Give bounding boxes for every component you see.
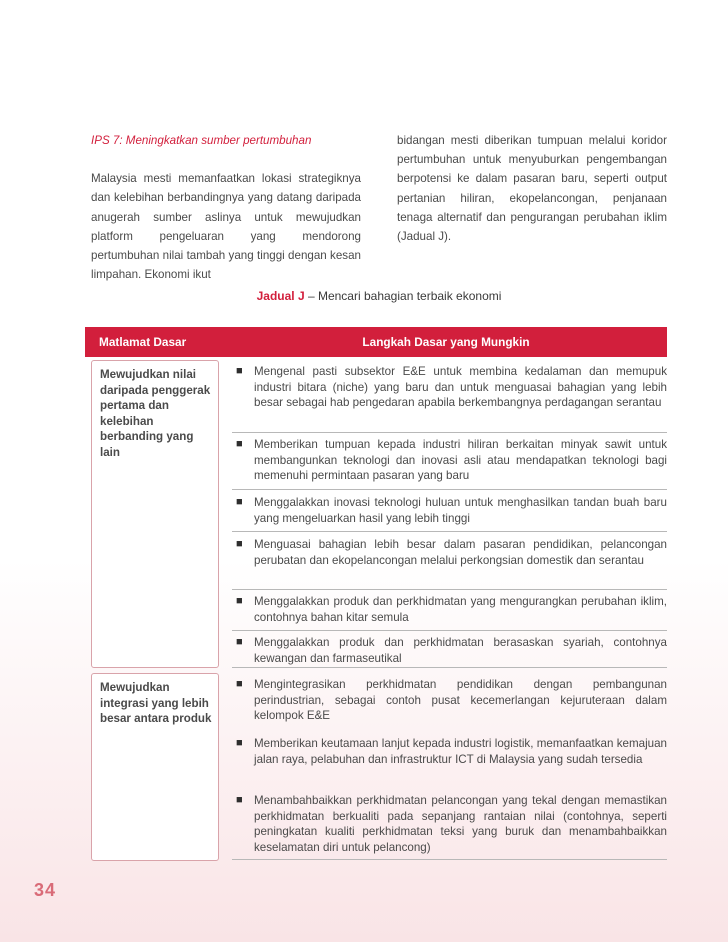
policy-step-text: Menguasai bahagian lebih besar dalam pasaran pendidikan, pelancongan perubatan dan ekopelancongan melalui perkongsian domestik dan serantau	[254, 538, 667, 567]
intro-paragraph-right: bidangan mesti diberikan tumpuan melalui koridor pertumbuhan untuk menyuburkan pengembangan berpotensi ke dalam pasaran baru, seperti output pertanian hiliran, ekopelancongan, penjanaan tenaga alternatif dan pengurangan perubahan iklim (Jadual J).	[397, 134, 667, 244]
intro-right-column	[397, 131, 667, 246]
policy-step-text: Menambahbaikkan perkhidmatan pelancongan yang tekal dengan memastikan perkhidmatan berkualiti pada sepanjang rantaian nilai (contohnya, seperti peningkatan kualiti perkhidmatan teksi yang buruk dan menambahbaikkan keselamatan diri untuk pelancong)	[254, 794, 667, 854]
policy-step-item	[232, 736, 667, 788]
square-bullet-icon: ■	[236, 737, 243, 749]
policy-step-item	[232, 364, 667, 433]
square-bullet-icon: ■	[236, 636, 243, 648]
square-bullet-icon: ■	[236, 496, 243, 508]
policy-step-item	[232, 437, 667, 490]
square-bullet-icon: ■	[236, 794, 243, 806]
policy-goal-label: Mewujudkan integrasi yang lebih besar antara produk	[100, 681, 212, 726]
policy-step-text: Mengintegrasikan perkhidmatan pendidikan dengan pembangunan perindustrian, sebagai contoh pusat kecemerlangan kejuruteraan dalam kelompok E&E	[254, 678, 667, 723]
policy-goal-label: Mewujudkan nilai daripada penggerak pertama dan kelebihan berbanding yang lain	[100, 368, 211, 459]
policy-step-item	[232, 495, 667, 532]
square-bullet-icon: ■	[236, 538, 243, 550]
intro-left-column	[91, 131, 361, 284]
policy-goal-cell	[91, 360, 219, 668]
policy-goal-cell	[91, 673, 219, 861]
table-caption	[91, 289, 667, 303]
policy-step-text: Menggalakkan produk dan perkhidmatan yang mengurangkan perubahan iklim, contohnya bahan kitar semula	[254, 595, 667, 624]
policy-step-item	[232, 677, 667, 729]
policy-step-item	[232, 594, 667, 631]
table-header-goal: Matlamat Dasar	[99, 335, 187, 349]
policy-step-item	[232, 635, 667, 668]
policy-step-text: Mengenal pasti subsektor E&E untuk membina kedalaman dan memupuk industri bitara (niche) yang baru dan untuk menguasai bahagian yang lebih besar sebagai hab pengedaran apabila berkembangnya perdagangan serantau	[254, 365, 667, 410]
ips-heading: IPS 7: Meningkatkan sumber pertumbuhan	[91, 134, 312, 147]
policy-step-item	[232, 537, 667, 590]
policy-step-text: Menggalakkan inovasi teknologi huluan untuk menghasilkan tandan buah baru yang mengeluarkan hasil yang lebih tinggi	[254, 496, 667, 525]
table-caption-text: – Mencari bahagian terbaik ekonomi	[304, 289, 502, 303]
policy-step-item	[232, 793, 667, 860]
table-header-steps: Langkah Dasar yang Mungkin	[362, 335, 530, 349]
square-bullet-icon: ■	[236, 595, 243, 607]
table-header	[85, 327, 667, 357]
policy-step-text: Memberikan tumpuan kepada industri hiliran berkaitan minyak sawit untuk membangunkan teknologi dan inovasi asli atau mendapatkan teknologi bagi memenuhi permintaan pasaran yang baru	[254, 438, 667, 483]
table-caption-label: Jadual J	[256, 289, 305, 303]
square-bullet-icon: ■	[236, 678, 243, 690]
page-number: 34	[34, 880, 57, 900]
policy-step-text: Menggalakkan produk dan perkhidmatan berasaskan syariah, contohnya kewangan dan farmaseutikal	[254, 636, 667, 665]
square-bullet-icon: ■	[236, 365, 243, 377]
policy-step-text: Memberikan keutamaan lanjut kepada industri logistik, memanfaatkan kemajuan jalan raya, pelabuhan dan infrastruktur ICT di Malaysia yang sudah tersedia	[254, 737, 667, 766]
intro-paragraph-left: Malaysia mesti memanfaatkan lokasi strategiknya dan kelebihan berbandingnya yang datang daripada anugerah sumber aslinya untuk mewujudkan platform pengeluaran yang mendorong pertumbuhan nilai tambah yang tinggi dengan kesan limpahan. Ekonomi ikut	[91, 172, 361, 282]
square-bullet-icon: ■	[236, 438, 243, 450]
